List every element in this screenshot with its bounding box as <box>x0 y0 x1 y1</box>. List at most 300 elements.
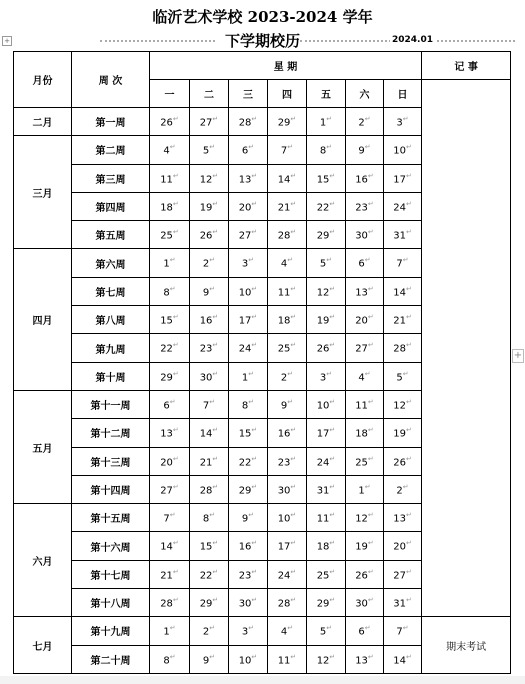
day-number: 20 <box>355 315 368 327</box>
day-cell <box>229 475 268 503</box>
day-number: 11 <box>316 513 330 525</box>
paragraph-mark-icon: ↵ <box>172 199 179 208</box>
day-cell <box>150 475 190 503</box>
day-number: 6 <box>241 145 249 157</box>
table-move-handle-icon[interactable]: + <box>2 36 12 46</box>
day-number: 8 <box>241 400 249 412</box>
day-number: 7 <box>202 400 210 412</box>
day-cell <box>268 390 307 418</box>
paragraph-mark-icon: ↵ <box>248 511 255 520</box>
day-number: 7 <box>163 513 170 525</box>
paragraph-mark-icon: ↵ <box>251 567 258 576</box>
paragraph-mark-icon: ↵ <box>287 397 294 406</box>
day-cell <box>150 362 190 390</box>
day-number: 30 <box>199 371 213 383</box>
day-number: 14 <box>277 173 291 185</box>
day-number: 10 <box>393 145 406 157</box>
day-number: 25 <box>316 570 330 582</box>
day-number: 12 <box>316 654 330 666</box>
paragraph-mark-icon: ↵ <box>326 256 333 265</box>
paragraph-mark-icon: ↵ <box>402 482 409 491</box>
day-cell <box>229 136 268 164</box>
paragraph-mark-icon: ↵ <box>402 256 409 265</box>
day-cell <box>384 249 422 277</box>
paragraph-mark-icon: ↵ <box>367 539 374 548</box>
day-cell <box>229 362 268 390</box>
paragraph-mark-icon: ↵ <box>290 228 297 237</box>
week-label-cell: 第十二周 <box>72 419 150 447</box>
week-label-cell: 第十五周 <box>72 504 150 532</box>
paragraph-mark-icon: ↵ <box>169 256 176 265</box>
school-calendar-table <box>13 51 511 674</box>
paragraph-mark-icon: ↵ <box>329 567 336 576</box>
day-number: 17 <box>277 541 291 553</box>
paragraph-mark-icon: ↵ <box>287 143 294 152</box>
day-cell <box>384 108 422 136</box>
paragraph-mark-icon: ↵ <box>290 511 297 520</box>
day-cell <box>150 589 190 617</box>
paragraph-mark-icon: ↵ <box>290 199 297 208</box>
week-label-cell: 第六周 <box>72 249 150 277</box>
day-cell <box>268 164 307 192</box>
day-number: 28 <box>160 598 173 610</box>
paragraph-mark-icon: ↵ <box>248 143 255 152</box>
day-cell <box>384 532 422 560</box>
paragraph-mark-icon: ↵ <box>172 482 179 491</box>
day-cell <box>346 617 384 645</box>
day-cell <box>190 447 229 475</box>
day-number: 19 <box>316 315 330 327</box>
day-cell <box>307 108 346 136</box>
day-number: 26 <box>393 456 406 468</box>
day-cell <box>346 447 384 475</box>
day-number: 9 <box>241 513 249 525</box>
paragraph-mark-icon: ↵ <box>329 426 336 435</box>
month-cell: 四月 <box>14 249 72 390</box>
day-number: 11 <box>277 654 291 666</box>
day-number: 21 <box>199 456 213 468</box>
day-number: 15 <box>160 315 173 327</box>
day-cell <box>190 334 229 362</box>
paragraph-mark-icon: ↵ <box>290 652 297 661</box>
paragraph-mark-icon: ↵ <box>251 539 258 548</box>
header-week: 周 次 <box>72 52 150 108</box>
day-number: 20 <box>238 202 252 214</box>
day-cell <box>384 475 422 503</box>
day-cell <box>150 192 190 220</box>
paragraph-mark-icon: ↵ <box>209 256 216 265</box>
day-number: 30 <box>355 230 368 242</box>
paragraph-mark-icon: ↵ <box>329 171 336 180</box>
weekday-header: 五 <box>307 80 346 108</box>
day-number: 18 <box>316 541 330 553</box>
paragraph-mark-icon: ↵ <box>329 397 336 406</box>
day-number: 18 <box>160 202 173 214</box>
day-number: 27 <box>393 570 406 582</box>
day-number: 25 <box>355 456 368 468</box>
day-number: 14 <box>160 541 173 553</box>
day-number: 17 <box>316 428 330 440</box>
day-number: 1 <box>163 258 170 270</box>
day-cell <box>190 164 229 192</box>
day-number: 1 <box>163 626 170 638</box>
day-cell <box>384 164 422 192</box>
day-number: 31 <box>393 230 406 242</box>
paragraph-mark-icon: ↵ <box>169 652 176 661</box>
day-number: 6 <box>163 400 170 412</box>
paragraph-mark-icon: ↵ <box>367 341 374 350</box>
day-number: 13 <box>238 173 252 185</box>
day-number: 20 <box>160 456 173 468</box>
paragraph-mark-icon: ↵ <box>405 454 412 463</box>
paragraph-mark-icon: ↵ <box>329 652 336 661</box>
week-label-cell: 第十一周 <box>72 390 150 418</box>
day-number: 12 <box>355 513 368 525</box>
paragraph-mark-icon: ↵ <box>251 652 258 661</box>
week-label-cell: 第十三周 <box>72 447 150 475</box>
paragraph-mark-icon: ↵ <box>326 624 333 633</box>
day-number: 4 <box>280 626 288 638</box>
day-number: 16 <box>355 173 368 185</box>
day-cell <box>268 532 307 560</box>
paragraph-mark-icon: ↵ <box>405 539 412 548</box>
paragraph-mark-icon: ↵ <box>172 426 179 435</box>
week-label-cell: 第十八周 <box>72 589 150 617</box>
day-cell <box>150 108 190 136</box>
paragraph-mark-icon: ↵ <box>367 567 374 576</box>
day-number: 22 <box>316 202 330 214</box>
day-number: 21 <box>160 570 173 582</box>
day-number: 26 <box>355 570 368 582</box>
day-number: 13 <box>355 287 368 299</box>
day-number: 8 <box>163 287 170 299</box>
day-cell <box>229 589 268 617</box>
day-cell <box>229 306 268 334</box>
paragraph-mark-icon: ↵ <box>212 313 219 322</box>
day-number: 25 <box>160 230 173 242</box>
paragraph-mark-icon: ↵ <box>329 199 336 208</box>
week-label-cell: 第十七周 <box>72 560 150 588</box>
day-cell <box>150 645 190 673</box>
day-number: 28 <box>277 598 291 610</box>
paragraph-mark-icon: ↵ <box>405 426 412 435</box>
week-label-cell: 第五周 <box>72 221 150 249</box>
paragraph-mark-icon: ↵ <box>172 596 179 605</box>
day-cell <box>150 532 190 560</box>
header-month: 月份 <box>14 52 72 108</box>
day-number: 23 <box>199 343 213 355</box>
day-number: 14 <box>393 287 406 299</box>
add-column-icon[interactable]: + <box>513 350 523 361</box>
day-cell <box>190 645 229 673</box>
paragraph-mark-icon: ↵ <box>169 143 176 152</box>
day-cell <box>346 164 384 192</box>
week-label-cell: 第三周 <box>72 164 150 192</box>
day-number: 2 <box>202 258 210 270</box>
weekday-header: 四 <box>268 80 307 108</box>
paragraph-mark-icon: ↵ <box>405 511 412 520</box>
notes-cell-july[interactable]: 期末考试 <box>422 617 511 674</box>
paragraph-mark-icon: ↵ <box>405 397 412 406</box>
day-number: 23 <box>277 456 291 468</box>
day-number: 6 <box>358 258 365 270</box>
day-cell <box>346 221 384 249</box>
day-number: 4 <box>358 371 365 383</box>
day-cell <box>268 419 307 447</box>
paragraph-mark-icon: ↵ <box>364 114 371 123</box>
day-cell <box>268 192 307 220</box>
day-number: 22 <box>199 570 213 582</box>
day-number: 5 <box>202 145 210 157</box>
day-number: 13 <box>160 428 173 440</box>
paragraph-mark-icon: ↵ <box>172 313 179 322</box>
day-cell <box>384 362 422 390</box>
day-cell <box>190 390 229 418</box>
day-cell <box>307 645 346 673</box>
paragraph-mark-icon: ↵ <box>329 539 336 548</box>
paragraph-mark-icon: ↵ <box>367 284 374 293</box>
day-cell <box>268 334 307 362</box>
paragraph-mark-icon: ↵ <box>251 313 258 322</box>
paragraph-mark-icon: ↵ <box>172 369 179 378</box>
paragraph-mark-icon: ↵ <box>212 482 219 491</box>
day-number: 12 <box>316 287 330 299</box>
paragraph-mark-icon: ↵ <box>367 313 374 322</box>
paragraph-mark-icon: ↵ <box>209 511 216 520</box>
day-cell <box>190 306 229 334</box>
day-number: 10 <box>238 287 252 299</box>
day-cell <box>229 617 268 645</box>
day-number: 2 <box>202 626 210 638</box>
day-cell <box>150 334 190 362</box>
paragraph-mark-icon: ↵ <box>287 369 294 378</box>
paragraph-mark-icon: ↵ <box>290 341 297 350</box>
day-cell <box>268 504 307 532</box>
day-cell <box>384 419 422 447</box>
day-cell <box>268 645 307 673</box>
day-cell <box>190 136 229 164</box>
day-cell <box>268 221 307 249</box>
paragraph-mark-icon: ↵ <box>367 596 374 605</box>
paragraph-mark-icon: ↵ <box>290 539 297 548</box>
day-number: 7 <box>396 258 403 270</box>
paragraph-mark-icon: ↵ <box>212 539 219 548</box>
paragraph-mark-icon: ↵ <box>367 171 374 180</box>
day-cell <box>384 136 422 164</box>
notes-cell[interactable] <box>422 80 511 617</box>
day-number: 24 <box>238 343 252 355</box>
day-cell <box>229 108 268 136</box>
day-number: 8 <box>163 654 170 666</box>
day-cell <box>307 221 346 249</box>
day-number: 2 <box>280 371 288 383</box>
paragraph-mark-icon: ↵ <box>364 143 371 152</box>
day-cell <box>346 645 384 673</box>
document-title: 临沂艺术学校 2023-2024 学年 <box>152 8 373 26</box>
week-row <box>14 617 511 645</box>
weekday-header: 六 <box>346 80 384 108</box>
day-number: 21 <box>277 202 291 214</box>
paragraph-mark-icon: ↵ <box>212 341 219 350</box>
day-cell <box>307 560 346 588</box>
day-cell <box>307 475 346 503</box>
month-cell: 七月 <box>14 617 72 674</box>
day-number: 28 <box>238 117 252 129</box>
day-number: 19 <box>199 202 213 214</box>
header-weekday-group: 星 期 <box>150 52 422 80</box>
paragraph-mark-icon: ↵ <box>248 369 255 378</box>
day-cell <box>229 164 268 192</box>
day-number: 8 <box>319 145 327 157</box>
day-number: 2 <box>396 485 403 497</box>
day-cell <box>150 221 190 249</box>
day-number: 21 <box>393 315 406 327</box>
day-number: 13 <box>393 513 406 525</box>
document-subtitle: 下学期校历 <box>224 32 300 50</box>
day-number: 19 <box>393 428 406 440</box>
paragraph-mark-icon: ↵ <box>367 454 374 463</box>
day-number: 16 <box>199 315 213 327</box>
paragraph-mark-icon: ↵ <box>248 624 255 633</box>
day-cell <box>268 136 307 164</box>
day-number: 4 <box>280 258 288 270</box>
day-cell <box>229 221 268 249</box>
weekday-header: 日 <box>384 80 422 108</box>
paragraph-mark-icon: ↵ <box>212 369 219 378</box>
paragraph-mark-icon: ↵ <box>405 284 412 293</box>
day-number: 29 <box>160 371 173 383</box>
paragraph-mark-icon: ↵ <box>209 624 216 633</box>
weekday-header: 三 <box>229 80 268 108</box>
day-cell <box>346 362 384 390</box>
day-number: 27 <box>160 485 173 497</box>
week-label-cell: 第八周 <box>72 306 150 334</box>
day-number: 27 <box>238 230 252 242</box>
day-number: 16 <box>238 541 252 553</box>
month-cell: 二月 <box>14 108 72 136</box>
paragraph-mark-icon: ↵ <box>212 114 219 123</box>
day-number: 8 <box>202 513 210 525</box>
paragraph-mark-icon: ↵ <box>290 567 297 576</box>
day-number: 31 <box>393 598 406 610</box>
day-cell <box>346 504 384 532</box>
week-label-cell: 第二周 <box>72 136 150 164</box>
day-cell <box>268 277 307 305</box>
day-cell <box>307 532 346 560</box>
day-number: 30 <box>238 598 252 610</box>
paragraph-mark-icon: ↵ <box>405 143 412 152</box>
paragraph-mark-icon: ↵ <box>212 199 219 208</box>
day-number: 19 <box>355 541 368 553</box>
day-number: 26 <box>199 230 213 242</box>
day-cell <box>346 334 384 362</box>
day-cell <box>229 334 268 362</box>
paragraph-mark-icon: ↵ <box>169 284 176 293</box>
paragraph-mark-icon: ↵ <box>405 228 412 237</box>
paragraph-mark-icon: ↵ <box>290 426 297 435</box>
day-cell <box>346 475 384 503</box>
paragraph-mark-icon: ↵ <box>367 426 374 435</box>
month-cell: 五月 <box>14 390 72 503</box>
day-cell <box>307 136 346 164</box>
day-cell <box>307 447 346 475</box>
day-number: 22 <box>160 343 173 355</box>
day-number: 1 <box>241 371 249 383</box>
day-cell <box>268 108 307 136</box>
day-number: 27 <box>355 343 368 355</box>
paragraph-mark-icon: ↵ <box>248 397 255 406</box>
day-cell <box>268 560 307 588</box>
day-number: 9 <box>358 145 365 157</box>
day-number: 5 <box>319 626 327 638</box>
paragraph-mark-icon: ↵ <box>169 624 176 633</box>
day-number: 10 <box>316 400 330 412</box>
day-cell <box>190 589 229 617</box>
day-number: 14 <box>393 654 406 666</box>
paragraph-mark-icon: ↵ <box>329 511 336 520</box>
day-number: 11 <box>277 287 291 299</box>
day-cell <box>346 136 384 164</box>
day-cell <box>190 221 229 249</box>
day-number: 5 <box>319 258 327 270</box>
day-cell <box>346 277 384 305</box>
paragraph-mark-icon: ↵ <box>287 624 294 633</box>
paragraph-mark-icon: ↵ <box>209 397 216 406</box>
paragraph-mark-icon: ↵ <box>212 596 219 605</box>
day-cell <box>229 645 268 673</box>
day-cell <box>346 589 384 617</box>
paragraph-mark-icon: ↵ <box>329 284 336 293</box>
day-cell <box>307 334 346 362</box>
paragraph-mark-icon: ↵ <box>290 284 297 293</box>
paragraph-mark-icon: ↵ <box>367 397 374 406</box>
day-number: 14 <box>199 428 213 440</box>
day-number: 7 <box>396 626 403 638</box>
day-cell <box>346 192 384 220</box>
week-label-cell: 第十六周 <box>72 532 150 560</box>
day-cell <box>190 277 229 305</box>
weekday-header: 一 <box>150 80 190 108</box>
day-cell <box>229 249 268 277</box>
day-number: 24 <box>277 570 291 582</box>
day-cell <box>384 645 422 673</box>
day-number: 22 <box>238 456 252 468</box>
week-label-cell: 第二十周 <box>72 645 150 673</box>
day-cell <box>150 617 190 645</box>
day-cell <box>307 390 346 418</box>
paragraph-mark-icon: ↵ <box>326 369 333 378</box>
week-label-cell: 第一周 <box>72 108 150 136</box>
day-cell <box>307 306 346 334</box>
day-number: 29 <box>199 598 213 610</box>
paragraph-mark-icon: ↵ <box>367 199 374 208</box>
day-cell <box>150 390 190 418</box>
paragraph-mark-icon: ↵ <box>212 567 219 576</box>
paragraph-mark-icon: ↵ <box>405 341 412 350</box>
day-number: 3 <box>241 626 249 638</box>
paragraph-mark-icon: ↵ <box>251 426 258 435</box>
paragraph-mark-icon: ↵ <box>364 624 371 633</box>
paragraph-mark-icon: ↵ <box>367 511 374 520</box>
day-cell <box>384 334 422 362</box>
paragraph-mark-icon: ↵ <box>209 143 216 152</box>
day-cell <box>150 447 190 475</box>
paragraph-mark-icon: ↵ <box>251 284 258 293</box>
paragraph-mark-icon: ↵ <box>209 652 216 661</box>
paragraph-mark-icon: ↵ <box>172 228 179 237</box>
day-number: 31 <box>316 485 330 497</box>
month-cell: 六月 <box>14 504 72 617</box>
